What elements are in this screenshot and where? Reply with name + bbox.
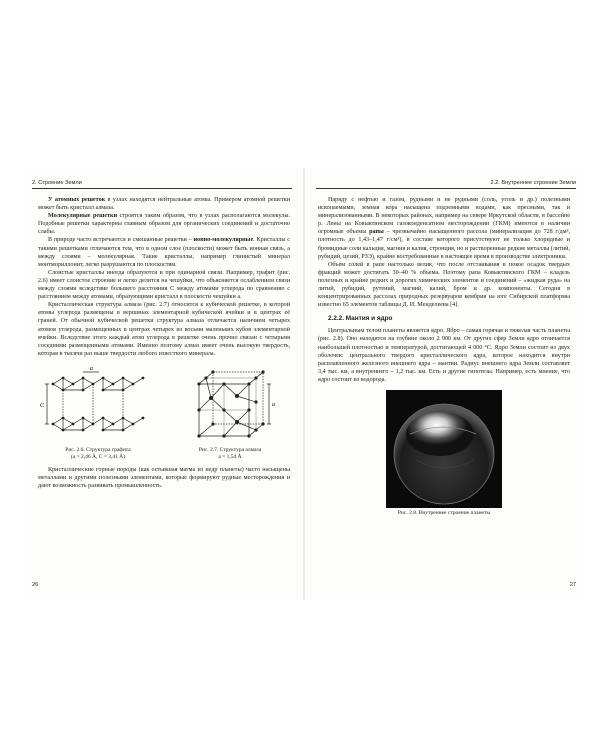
page-number-right: 27 (569, 582, 576, 588)
term-core: Ядро (446, 328, 460, 335)
right-text-column (318, 196, 570, 517)
figure-earth-structure (318, 390, 570, 508)
earth-image (386, 390, 502, 508)
figure-caption-diamond: Рис. 2.7. Структура алмаза a = 1,54 Å (198, 446, 262, 460)
running-head-right: 2.2. Внутреннее строение Земли (316, 180, 576, 189)
term-rapa: рапы (369, 229, 384, 236)
figure-graphite (38, 362, 158, 464)
paragraph-molecular-lattice: Молекулярные решетки строятся таким образом, что в узлах располагаются молекулы. Подобные решетки характерны главным образом для органических соединений и достаточно слабы. (38, 213, 290, 236)
term-molecular-lattice: Молекулярные решетки (48, 213, 118, 220)
paragraph-mixed-lattice: В природе часто встречаются и смешанные решетки – ионно-молекулярные. Кристаллы с такими решетками отличаются тем, что в одном слое (плоскости) может быть ионная связь, а между слоями – молекулярная. Такие кристаллы, например глинистый минерал монтмориллонит, легко разрушаются по плоскостям. (38, 237, 290, 268)
running-head-left: 2. Строение Земли (32, 180, 292, 189)
graphite-label-c: C (40, 402, 45, 409)
paragraph-atomic-lattice: У атомных решеток в узлах находятся нейтральные атомы. Примером атомной решетки может быть кристалл алмаза. (38, 197, 290, 212)
page-number-left: 26 (32, 582, 39, 588)
paragraph-graphite: Слоистые кристаллы иногда образуются и при одинарной связи. Например, графит (рис. 2.6) имеет слоистое строение и легко делится на чешуйки, что объясняется ослаблением связи между слоями вследствие большего расстояния C между атомами углерода по сравнению с расстоянием между атомами, образующими кристалл в плоскости чешуйки a. (38, 269, 290, 301)
paragraph-diamond: Кристаллическая структура алмаза (рис. 2.7) относится к кубической решетке, в которой атомы углерода размещены в вершинах элементарной кубической ячейки и в центрах её граней. От обычной кубической решетки структура алмаза отличается наличием четырех атомов углерода, размещенных в центрах четырех из восьми маленьких кубов элементарной ячейки. Вследствие этого каждый атом углерода в решетке очень прочно связан с четырьмя соседними размещенными атомами. Именно поэтому алмаз имеет очень высокую твердость, которая в тысячи раз выше твердости любого известного минерала. (38, 302, 290, 357)
paragraph-crystalline-rocks: Кристаллические горные породы (как остывшая магма из недр планеты) часто насыщены металлами и другими полезными элементами, которые формируют рудные месторождения и дают возможность развивать промышленность. (38, 466, 290, 490)
paragraph-salt-volume: Объем солей в рапе настолько велик, что после отстаивания в покое осадок твердых фракций может достигать 30–40 % объема. Поэтому рапа Ковыктинского ГКМ – кладезь полезных и крайне редких и дорогих химических элементов и соединений – «жидкая руда» на литий, рубидий, рутений, магний, калий, бром и др. компоненты. Сегодня в концентрированных рассолах природных резервуаров кембрия на юге Сибирской платформы известно 65 элементов таблицы Д. И. Менделеева [4]. (318, 261, 570, 309)
figure-row (38, 362, 290, 464)
term-atomic-lattice: У атомных решеток (48, 197, 106, 203)
figure-caption-graphite: Рис. 2.6. Структура графита (a = 2,46 Å, C = 3,41 Å) (65, 446, 131, 460)
left-text-column (38, 196, 290, 490)
book-spread (24, 168, 584, 600)
right-page (308, 168, 584, 600)
paragraph-groundwater: Наряду с нефтью и газом, рудными и не рудными (соль, уголь и др.) полезными ископаемыми, земная кора насыщена подземными водами, как пресными, так и минерализованными. В некоторых районах, например на севере Иркутской области, в бассейне р. Лены на Ковыктинском газоконденсатном месторождении (ГКМ) имеются в наличии огромные объемы рапы – чрезвычайно насыщенного рассола (минерализация до 728 г/дм³, плотность до 1,43–1,47 г/см³), в составе которого присутствуют не только хлоридные и бромидные соли кальция, магния и калия, стронция, но и растворенные редкие металлы (литий, рубидий, цезий, РЗЭ), крайне востребованные в настоящее время в производстве электроники. (318, 197, 570, 260)
section-heading-mantle-core: 2.2.2. Мантия и ядро (328, 315, 393, 323)
diamond-label-a: a (272, 401, 275, 408)
left-page (24, 168, 300, 600)
book-gutter (303, 168, 305, 600)
figure-diamond (170, 362, 290, 464)
graphite-label-a: a (90, 365, 93, 372)
figure-caption-earth: Рис. 2.8. Внутреннее строение планеты (397, 509, 491, 516)
graphite-structure-diagram (39, 362, 157, 446)
earth-illustration (386, 390, 502, 508)
term-ion-molecular: ионно-молекулярные (193, 237, 254, 244)
paragraph-core: Центральным телом планеты является ядро. Ядро – самая горячая и тяжелая часть планеты (рис. 2.8). Оно находится на глубине около 2 900 км. От других сфер Земли ядро отличается наибольшей плотностью и температурой, достигающей 4 000 °С. Ядро Земли состоит из двух оболочек: центрального твердого кристаллического ядра, которое находится внутри расплавленного железного внешнего ядра – мантии. Радиус внешнего ядра Земли составляет 3,4 тыс. км, а внутреннего – 1,2 тыс. км. Есть и другие гипотезы. Например, есть мнение, что ядро состоит из водорода. (318, 328, 571, 383)
diamond-structure-diagram (171, 362, 289, 446)
